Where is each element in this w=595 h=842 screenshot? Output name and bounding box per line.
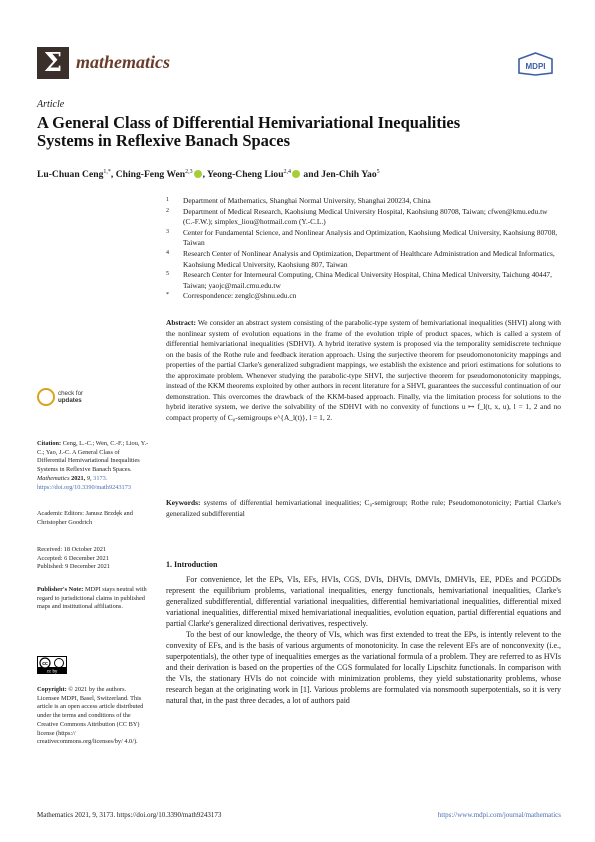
affiliation-item	[166, 207, 561, 228]
author-affil-sup: 2,3	[185, 169, 193, 175]
svg-text:cc: cc	[42, 661, 48, 667]
journal-logo: Σ	[37, 47, 69, 79]
cc-badge-text: cc by	[46, 668, 58, 674]
author-list: Lu-Chuan Ceng$^{1,*}$, Ching-Feng Wen$^{2,3}$ , Yeong-Cheng Liou$^{2,4}$ and Jen-Chih Yao$^5$	[37, 169, 380, 181]
affiliation-text: Department of Mathematics, Shanghai Normal University, Shanghai 200234, China	[183, 196, 431, 205]
affiliation-text: Center for Fundamental Science, and Nonlinear Analysis and Optimization, Kaohsiung Medical University, Kaohsiung 80708, Taiwan	[183, 227, 558, 248]
keywords-text: systems of differential hemivariational inequalities; C₀-semigroup; Rothe rule; Pseudomonotonicity; Partial Clarke's generalized subdifferential	[166, 498, 561, 518]
author-affil-sup: 1,*	[103, 169, 111, 175]
affiliation-item	[166, 228, 561, 249]
author-name[interactable]: Ching-Feng Wen	[115, 169, 186, 181]
affiliation-number: 2	[166, 207, 169, 214]
affiliation-text: Correspondence: zenglc@shnu.edu.cn	[183, 291, 297, 301]
citation-label: Citation:	[37, 440, 62, 447]
cc-by-license-icon[interactable]	[37, 656, 67, 674]
affiliation-item	[166, 196, 561, 207]
check-updates-icon	[37, 388, 55, 406]
footer-citation: Mathematics 2021, 9, 3173. https://doi.org/10.3390/math9243173	[37, 811, 222, 819]
article-type: Article	[37, 99, 65, 110]
section-body	[166, 574, 561, 706]
citation-journal: Mathematics	[37, 474, 70, 482]
published-date: Published: 9 December 2021	[37, 563, 110, 571]
author-name[interactable]: Lu-Chuan Ceng	[37, 169, 104, 181]
author-affil-sup: 5	[376, 169, 380, 175]
journal-name[interactable]: mathematics	[76, 52, 170, 72]
received-date: Received: 18 October 2021	[37, 546, 107, 553]
author-affil-sup: 2,4	[283, 169, 292, 175]
check-updates-line2: updates	[58, 397, 82, 404]
mdpi-logo-text: MDPI	[525, 62, 546, 71]
page-footer	[37, 811, 561, 819]
copyright-text: © 2021 by the authors. Licensee MDPI, Basel, Switzerland. This article is an open access article distributed under the terms and conditions of the Creative Commons Attribution (CC BY) license (https:// creativecommons.org/licenses/by/ 4.0/).	[37, 686, 144, 746]
accepted-date: Accepted: 6 December 2021	[37, 554, 109, 562]
mdpi-logo[interactable]	[517, 52, 554, 76]
citation-year: 2021,	[71, 474, 86, 482]
editors-names: Janusz Brzdęk and Christopher Goodrich	[37, 510, 133, 526]
footer-journal-link[interactable]: https://www.mdpi.com/journal/mathematics	[437, 811, 561, 819]
affiliation-text: Department of Medical Research, Kaohsiung Medical University Hospital, Kaohsiung 80708, Taiwan; cfwen@kmu.edu.tw (C.-F.W.); simplex_liou@hotmail.com (Y.-C.L.)	[183, 206, 548, 227]
keywords	[166, 498, 561, 519]
affiliation-item	[166, 291, 561, 302]
check-for-updates-button[interactable]	[37, 388, 117, 412]
copyright	[37, 686, 149, 747]
publisher-note-text: MDPI stays neutral with regard to jurisdictional claims in published maps and institutional affiliations.	[37, 586, 147, 611]
abstract-text: We consider an abstract system consisting of the parabolic-type system of hemivariational inequalities (SHVI) along with the nonlinear system of evolution equations in the frame of the evolution triple of product spaces, which is called a system of differential hemivariational inequalities (SDHVI). A hybrid iterative system is proposed via the temporality semidiscrete technique on the basis of the Rothe rule and feedback iteration approach. Using the surjective theorem for pseudomonotonicity mappings and properties of the partial Clarke's generalized subgradient mappings, we establish the existence and priori estimations for solutions to the approximate problem. Whenever studying the parabolic-type SHVI, the surjective theorem for pseudomonotonicity mappings, instead of the KKM theorems exploited by other authors in recent literature for a SHVI, guarantees the successful continuation of our demonstration. This overcomes the drawback of the KKM-based approach. Finally, via the limitation process for solutions to the hybrid iterative system, we derive the solvability of the SDHVI with no convexity of functions u ↦ f_l(t, x, u), l = 1, 2 and no compact property of C₀-semigroups e^{A_l(t)}, l = 1, 2.	[166, 318, 561, 422]
orcid-icon[interactable]	[292, 170, 300, 178]
copyright-label: Copyright:	[37, 686, 67, 693]
section-heading: 1. Introduction	[166, 560, 218, 569]
affiliation-number: 3	[166, 228, 169, 235]
citation-volume: 9,	[86, 474, 92, 482]
affiliation-number: 5	[166, 271, 169, 278]
author-name[interactable]: Yeong-Cheng Liou	[207, 169, 284, 181]
citation-block	[37, 440, 149, 492]
affiliation-number: *	[166, 292, 169, 299]
editors-label: Academic Editors:	[37, 510, 85, 517]
publisher-note-label: Publisher's Note:	[37, 586, 84, 593]
abstract	[166, 318, 561, 423]
orcid-icon[interactable]	[194, 170, 202, 178]
body-paragraph: To the best of our knowledge, the theory of VIs, which was first extended to treat the EPs, is intently relevent to the convexity of EFs, and is the basis of various arguments of monotonicity. In case the relevent EFs are of nonconvexity (i.e., superpotentials), the other type of inequalities emerges as the variational formula of a problem. They are referred to as HVIs and their derivation is based on the properties of the CGS formulated for locally Lipschitz functionals. In comparison with the VIs, the stationary HVIs do not coincide with minimization problems, they yield substationarity problems, whose research began at the originating work in [1]. Various problems are formulated via nonsmooth superpotentials, so it is very natural that, in the past three decades, a lot of authors paid	[166, 630, 561, 705]
academic-editors	[37, 510, 149, 527]
citation-doi-link[interactable]: 3173. https://doi.org/10.3390/math9243173	[37, 474, 131, 491]
affiliation-text: Research Center of Nonlinear Analysis and Optimization, Department of Healthcare Administration and Medical Informatics, Kaohsiung Medical University, Kaohsiung 807, Taiwan	[183, 248, 555, 269]
affiliations	[166, 196, 561, 302]
check-updates-line1: check for	[58, 390, 84, 397]
affiliation-number: 4	[166, 249, 169, 256]
author-name[interactable]: Jen-Chih Yao	[321, 169, 377, 181]
abstract-label: Abstract:	[166, 318, 196, 327]
paper-title: A General Class of Differential Hemivariational Inequalities Systems in Reflexive Banach Spaces	[37, 113, 461, 150]
affiliation-item	[166, 270, 561, 291]
affiliation-item	[166, 249, 561, 270]
affiliation-number: 1	[166, 197, 169, 203]
publisher-note	[37, 586, 149, 612]
keywords-label: Keywords:	[166, 498, 201, 507]
affiliation-text: Research Center for Interneural Computing, China Medical University Hospital, China Medical University, Taichung 40447, Taiwan; yaojc@mail.cmu.edu.tw	[183, 270, 552, 290]
dates-block	[37, 546, 149, 572]
body-paragraph: For convenience, let the EPs, VIs, EFs, HVIs, CGS, DVIs, DHVIs, DMVIs, DMHVIs, EE, PDEs and PCGDDs represent the equilibrium problems, variational inequalities, energy functionals, hemivariational inequalities, Clarke's generalized subdifferential, differential variational inequalities, differential hemivariational inequalities, differential mixed variational inequalities, differential mixed hemivariational inequalities, evolution equation, partial differential equations and partial Clarke's generalized directional derivatives, respectively.	[166, 575, 561, 628]
citation-text: Ceng, L.-C.; Wen, C.-F.; Liou, Y.-C.; Yao, J.-C. A General Class of Differential Hemivariational Inequalities Systems in Reflexive Banach Spaces.	[37, 440, 149, 474]
